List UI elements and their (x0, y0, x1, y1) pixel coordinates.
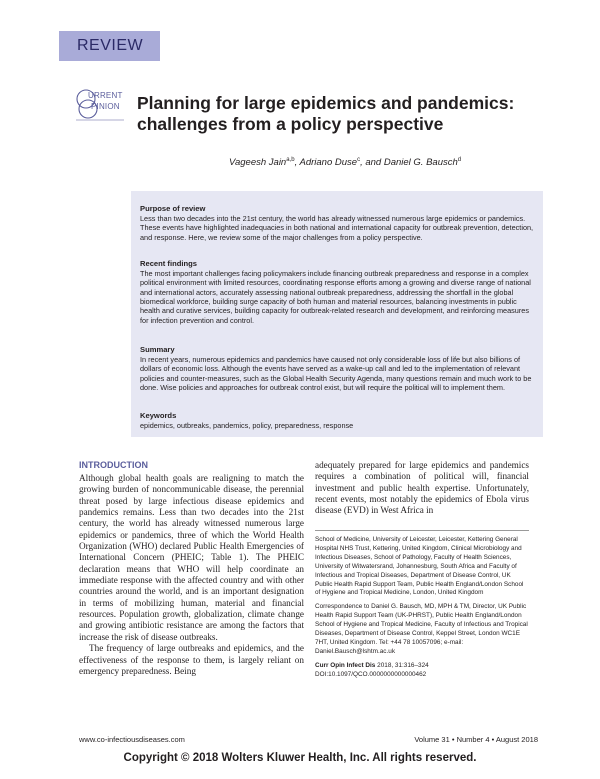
abstract-keywords (140, 411, 535, 430)
article-title: Planning for large epidemics and pandemics: challenges from a policy perspective (137, 93, 515, 134)
footnote-divider (315, 530, 529, 531)
logo-line-1: URRENT (88, 91, 123, 100)
author-2-affil: c (357, 157, 361, 163)
intro-paragraph-1: Although global health goals are realigning to match the growing burden of noncommunicable disease, the perennial threat posed by large infectious disease epidemics and pandemics remains. Less than two decades into the 21st century, the world has already witnessed numerous large epidemics or pandemics, three of which the World Health Organization (WHO) declared Public Health Emergencies of International Concern (PHEIC; Table 1). The PHEIC declaration means that WHO will help coordinate an immediate response with the affected country and with other countries around the world, and is an important designation in terms of mobilizing human, material and financial resources. Population growth, globalization, climate change and growing antibiotic resistance are among the factors that increase the risk of disease outbreaks. (79, 473, 304, 642)
author-1: Vageesh Jain (229, 157, 287, 169)
author-list (229, 157, 461, 168)
summary-heading: Summary (140, 345, 175, 354)
section-tab (59, 31, 160, 61)
left-column (79, 460, 304, 677)
summary-text: In recent years, numerous epidemics and pandemics have caused not only considerable loss of life but also billions of dollars of economic loss. Although the events have served as a wake-up call and led to the implementation of relevant policies and counter-measures, such as the Global Health Security Agenda, many questions remain and much work to be done. Wise policies and approaches for outbreak control exist, but will require the political will to implement them. (140, 355, 532, 393)
author-1-affil: a,b (286, 157, 295, 163)
author-3: , and Daniel G. Bausch (360, 157, 458, 169)
abstract-box (131, 191, 543, 437)
abstract-summary (140, 345, 535, 392)
abstract-purpose (140, 204, 535, 242)
doi: DOI:10.1097/QCO.0000000000000462 (315, 670, 427, 678)
journal-url[interactable]: www.co-infectiousdiseases.com (79, 735, 185, 744)
abstract-findings (140, 259, 535, 325)
affiliations: School of Medicine, University of Leicester, Leicester, Kettering General Hospital NHS Trust, Kettering, United Kingdom, Clinical Microbiology and Infectious Diseases, School of Pathology, Faculty of Health Sciences, University of Witwatersrand, Johannesburg, South Africa and Faculty of Infectious and Tropical Diseases, Department of Disease Control, UK Public Health Rapid Support Team, Public Health England/London School of Hygiene and Tropical Medicine, London, United Kingdom (315, 536, 524, 597)
copyright-notice: Copyright © 2018 Wolters Kluwer Health, Inc. All rights reserved. (123, 752, 477, 764)
journal-name: Curr Opin Infect Dis (315, 661, 376, 669)
introduction-heading: INTRODUCTION (79, 460, 148, 470)
purpose-text: Less than two decades into the 21st century, the world has already witnessed numerous large epidemics or pandemics. These events have highlighted inadequacies in both national and international capacity for outbreak prevention, detection, and response. Here, we review some of the major challenges from a policy perspective. (140, 214, 534, 242)
citation-line (315, 662, 529, 671)
intro-paragraph-3: adequately prepared for large epidemics and pandemics requires a combination of political will, financial investment and public health expertise. Unfortunately, recent events, most notably the epidemics of Ebola virus disease (EVD) in West Africa in (315, 460, 529, 516)
author-2: , Adriano Duse (294, 157, 358, 169)
findings-text: The most important challenges facing policymakers include financing outbreak preparedness and response in a complex political environment with limited resources, coordinating response efforts among a growing and diverse range of national and international actors, accurately assessing national outbreak preparedness, addressing the shortfall in the global biomedical workforce, building surge capacity of both human and material resources, balancing investments in public health and curative services, building capacity for outbreak-related research and development, and reinforcing measures for infection prevention and control. (140, 269, 531, 325)
issue-info: Volume 31 • Number 4 • August 2018 (414, 735, 538, 744)
intro-paragraph-2: The frequency of large outbreaks and epidemics, and the effectiveness of the response to them, is largely reliant on emergency preparedness. Being (79, 643, 304, 676)
citation-details: 2018, 31:316–324 (375, 661, 429, 669)
correspondence: Correspondence to Daniel G. Bausch, MD, MPH & TM, Director, UK Public Health Rapid Support Team (UK-PHRST), Public Health England/London School of Hygiene and Tropical Medicine, Faculty of Infectious and Tropical Diseases, Department of Disease Control, Keppel Street, London WC1E 7HT, United Kingdom. Tel: +44 78 10057096; e-mail: Daniel.Bausch@lshtm.ac.uk (315, 603, 528, 655)
section-tab-label: REVIEW (77, 37, 144, 54)
current-opinion-logo (74, 88, 126, 122)
author-3-affil: d (457, 157, 462, 163)
purpose-heading: Purpose of review (140, 204, 206, 213)
keywords-text: epidemics, outbreaks, pandemics, policy, preparedness, response (140, 421, 354, 430)
logo-line-2: PINION (91, 102, 120, 111)
keywords-heading: Keywords (140, 411, 177, 420)
findings-heading: Recent findings (140, 259, 197, 268)
footnotes (315, 536, 529, 685)
right-column (315, 460, 529, 517)
